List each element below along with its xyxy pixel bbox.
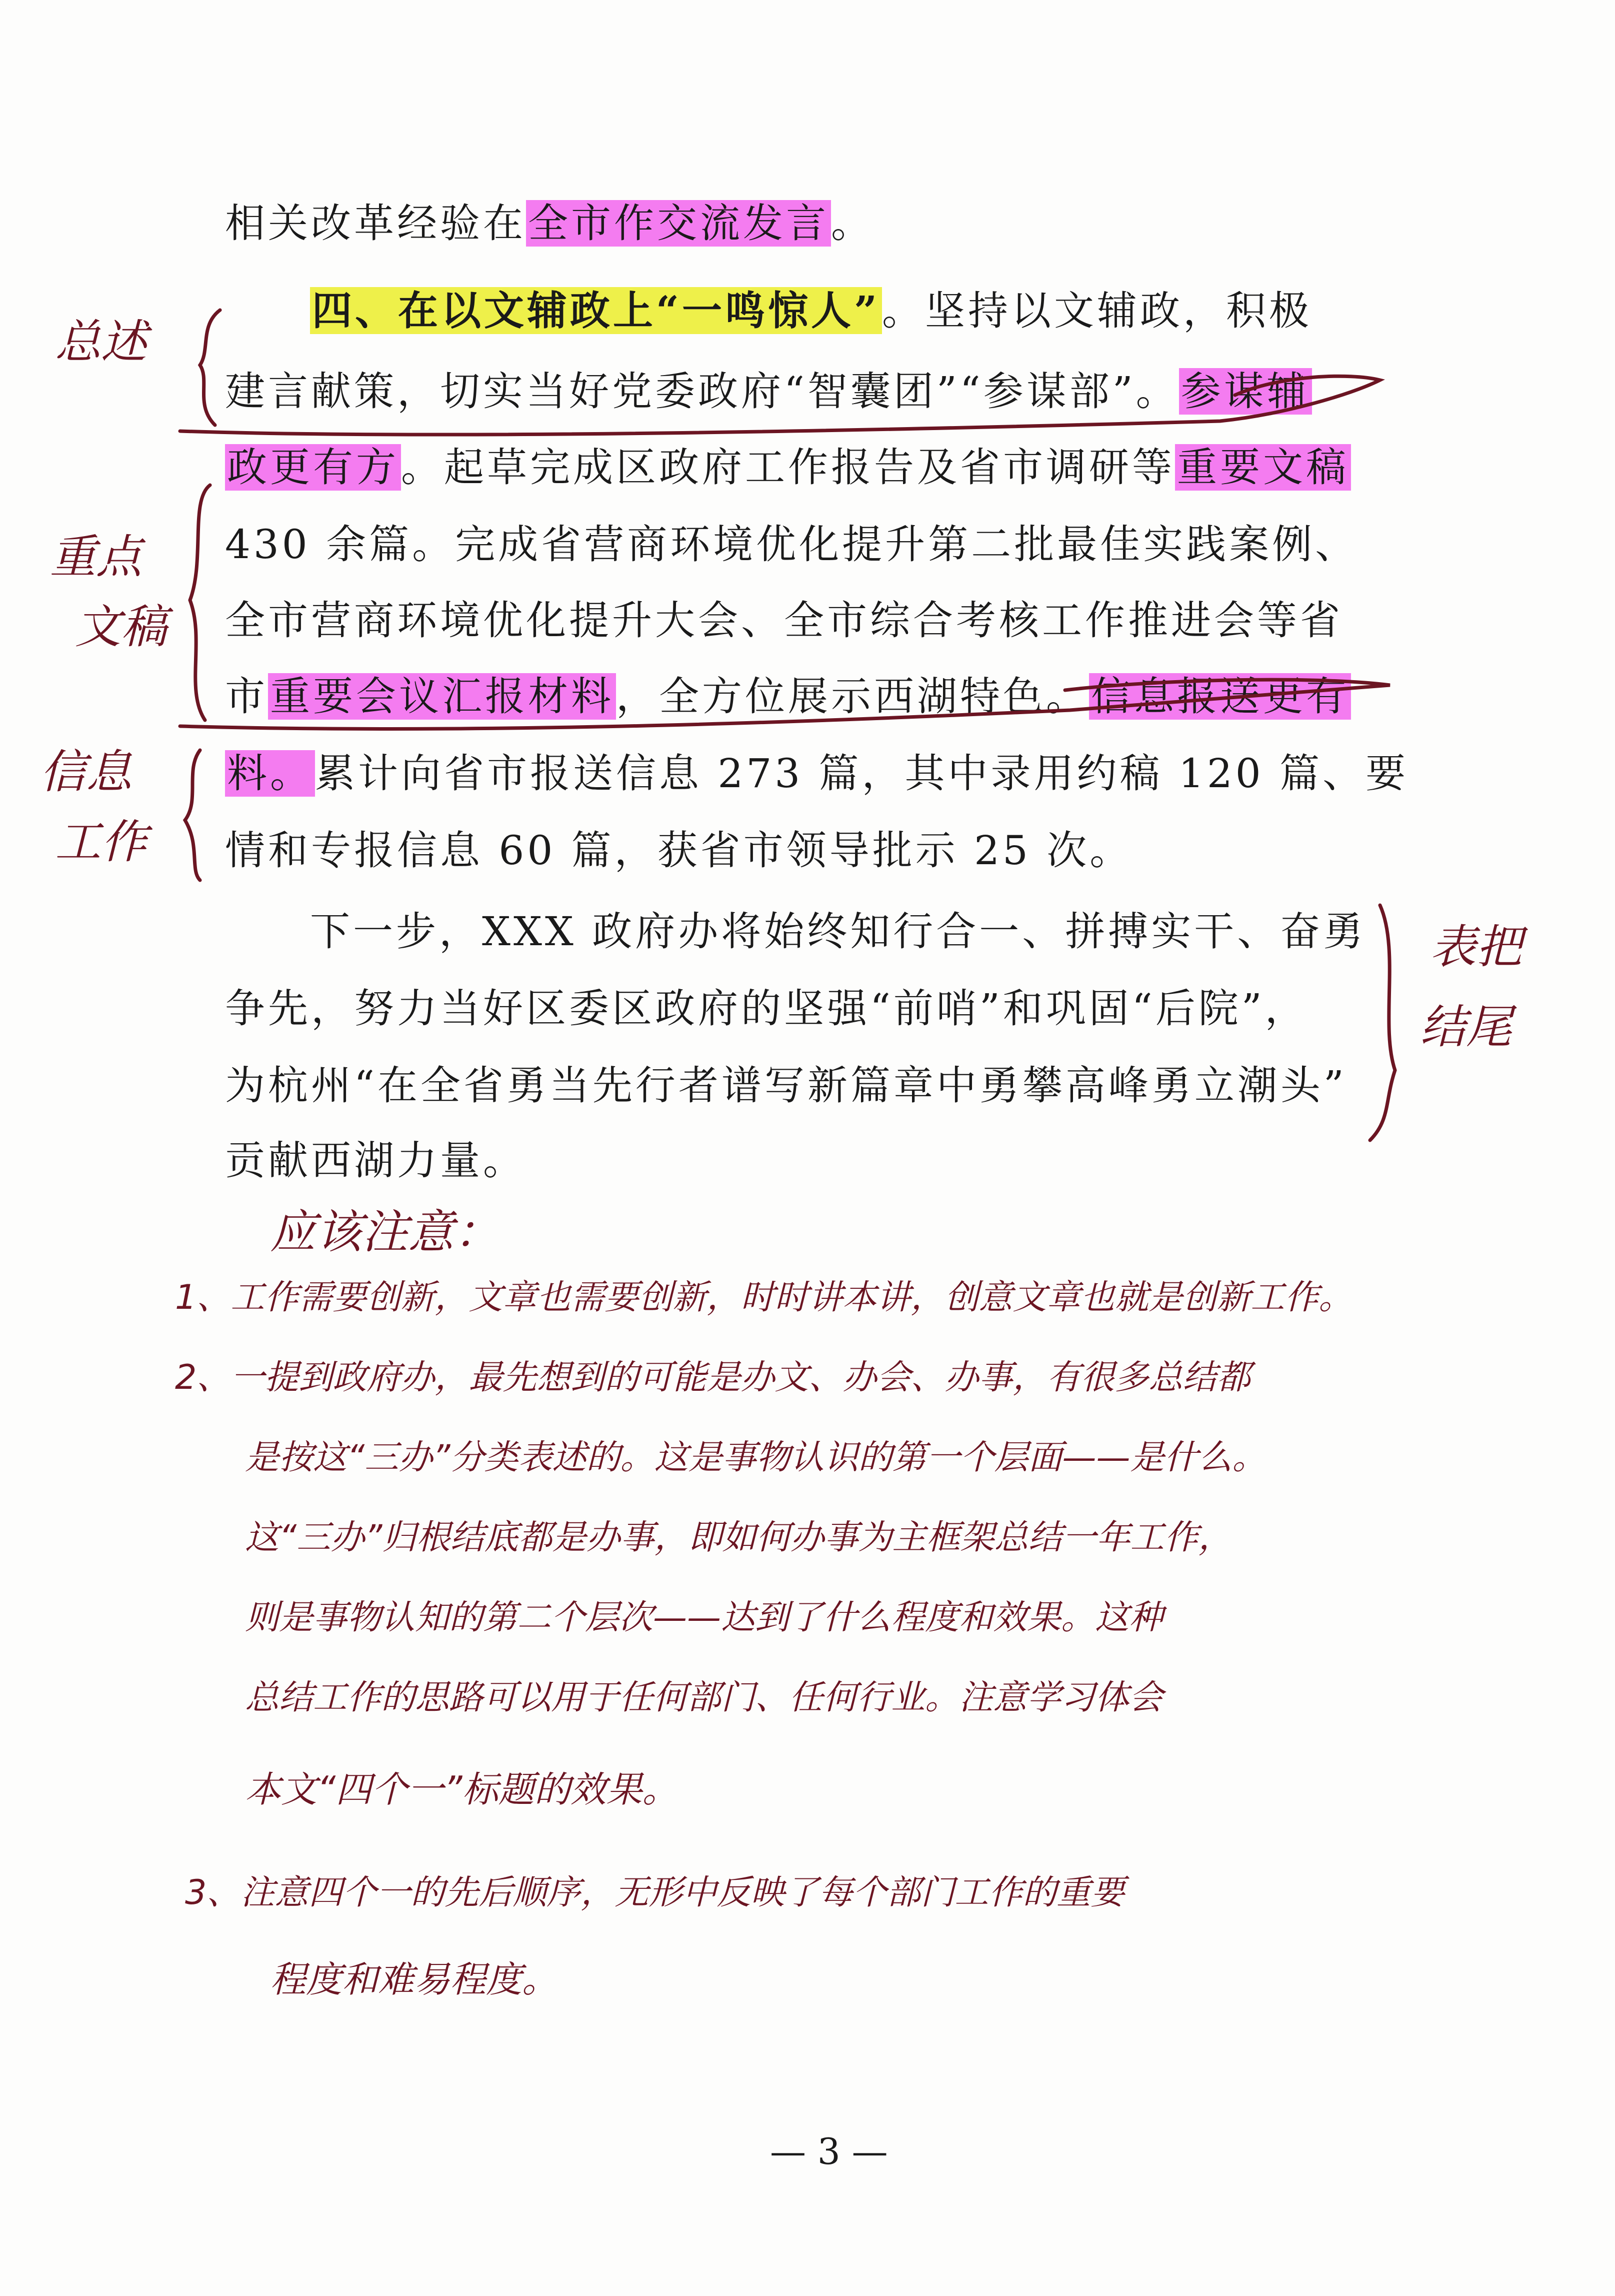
text: 累计向省市报送信息 273 篇，其中录用约稿 120 篇、要 <box>315 750 1409 797</box>
margin-note-key-1: 重点 <box>50 530 142 584</box>
note-2c: 这“三办”归根结底都是办事，即如何办事为主框架总结一年工作， <box>245 1518 1232 1557</box>
bracket-info <box>185 750 200 880</box>
body-line-9 <box>225 823 1132 878</box>
text: 。起草完成区政府工作报告及省市调研等 <box>401 444 1175 491</box>
text: 情和专报信息 60 篇，获省市领导批示 25 次。 <box>225 827 1133 874</box>
page-number: — 3 — <box>770 2130 888 2172</box>
bracket-ending <box>1370 905 1395 1140</box>
text: 相关改革经验在 <box>225 200 526 247</box>
highlight: 政更有方 <box>225 444 401 491</box>
margin-note-end-2: 结尾 <box>1420 1000 1512 1054</box>
body-line-12 <box>225 1058 1347 1113</box>
text: 建言献策，切实当好党委政府“智囊团”“参谋部”。 <box>225 368 1179 415</box>
margin-note-summary: 总述 <box>55 315 148 369</box>
highlight: 重要会议汇报材料 <box>268 673 616 720</box>
highlight: 参谋辅 <box>1179 368 1312 415</box>
margin-note-key-2: 文稿 <box>75 600 168 654</box>
note-2a: 2、一提到政府办，最先想到的可能是办文、办会、办事，有很多总结都 <box>175 1358 1251 1397</box>
note-2b: 是按这“三办”分类表述的。这是事物认识的第一个层面——是什么。 <box>245 1438 1266 1477</box>
note-heading: 应该注意： <box>270 1205 500 1259</box>
text: 430 余篇。完成省营商环境优化提升第二批最佳实践案例、 <box>225 521 1358 568</box>
body-line-3 <box>225 364 1312 419</box>
body-line-7 <box>225 669 1351 724</box>
text: 争先，努力当好区委区政府的坚强“前哨”和巩固“后院”， <box>225 985 1308 1032</box>
body-line-5 <box>225 517 1358 572</box>
text: 为杭州“在全省勇当先行者谱写新篇章中勇攀高峰勇立潮头” <box>225 1062 1347 1109</box>
body-line-11 <box>225 981 1308 1036</box>
highlight: 全市作交流发言 <box>526 200 831 247</box>
note-3a: 3、注意四个一的先后顺序，无形中反映了每个部门工作的重要 <box>185 1873 1125 1912</box>
text: 。坚持以文辅政，积极 <box>882 288 1312 334</box>
body-line-8 <box>225 746 1408 801</box>
highlight: 信息报送更有 <box>1089 673 1351 720</box>
body-line-4 <box>225 440 1351 495</box>
text: ，全方位展示西湖特色。 <box>616 673 1089 720</box>
text: 全市营商环境优化提升大会、全市综合考核工作推进会等省 <box>225 597 1343 644</box>
text: 。 <box>831 200 874 247</box>
note-2e: 总结工作的思路可以用于任何部门、任何行业。注意学习体会 <box>245 1678 1164 1717</box>
bracket-key-docs <box>190 485 210 720</box>
body-line-2 <box>310 283 1312 339</box>
bracket-summary <box>200 310 220 425</box>
section-heading-highlight: 四、在以文辅政上“一鸣惊人” <box>310 287 882 334</box>
body-line-6 <box>225 593 1343 648</box>
text: 贡献西湖力量。 <box>225 1137 526 1184</box>
margin-note-info-1: 信息 <box>40 745 132 799</box>
highlight: 料。 <box>225 750 315 797</box>
body-line-13 <box>225 1133 526 1188</box>
body-line-10 <box>310 904 1366 959</box>
note-3b: 程度和难易程度。 <box>270 1958 558 2000</box>
note-2f: 本文“四个一”标题的效果。 <box>245 1768 678 1810</box>
text: 下一步，XXX 政府办将始终知行合一、拼搏实干、奋勇 <box>310 908 1366 955</box>
margin-note-end-1: 表把 <box>1430 920 1522 974</box>
note-1: 1、工作需要创新，文章也需要创新，时时讲本讲，创意文章也就是创新工作。 <box>175 1278 1353 1317</box>
text: 市 <box>225 673 268 720</box>
body-line-1 <box>225 196 874 251</box>
note-2d: 则是事物认知的第二个层次——达到了什么程度和效果。这种 <box>245 1598 1164 1637</box>
margin-note-info-2: 工作 <box>55 815 148 869</box>
highlight: 重要文稿 <box>1175 444 1351 491</box>
